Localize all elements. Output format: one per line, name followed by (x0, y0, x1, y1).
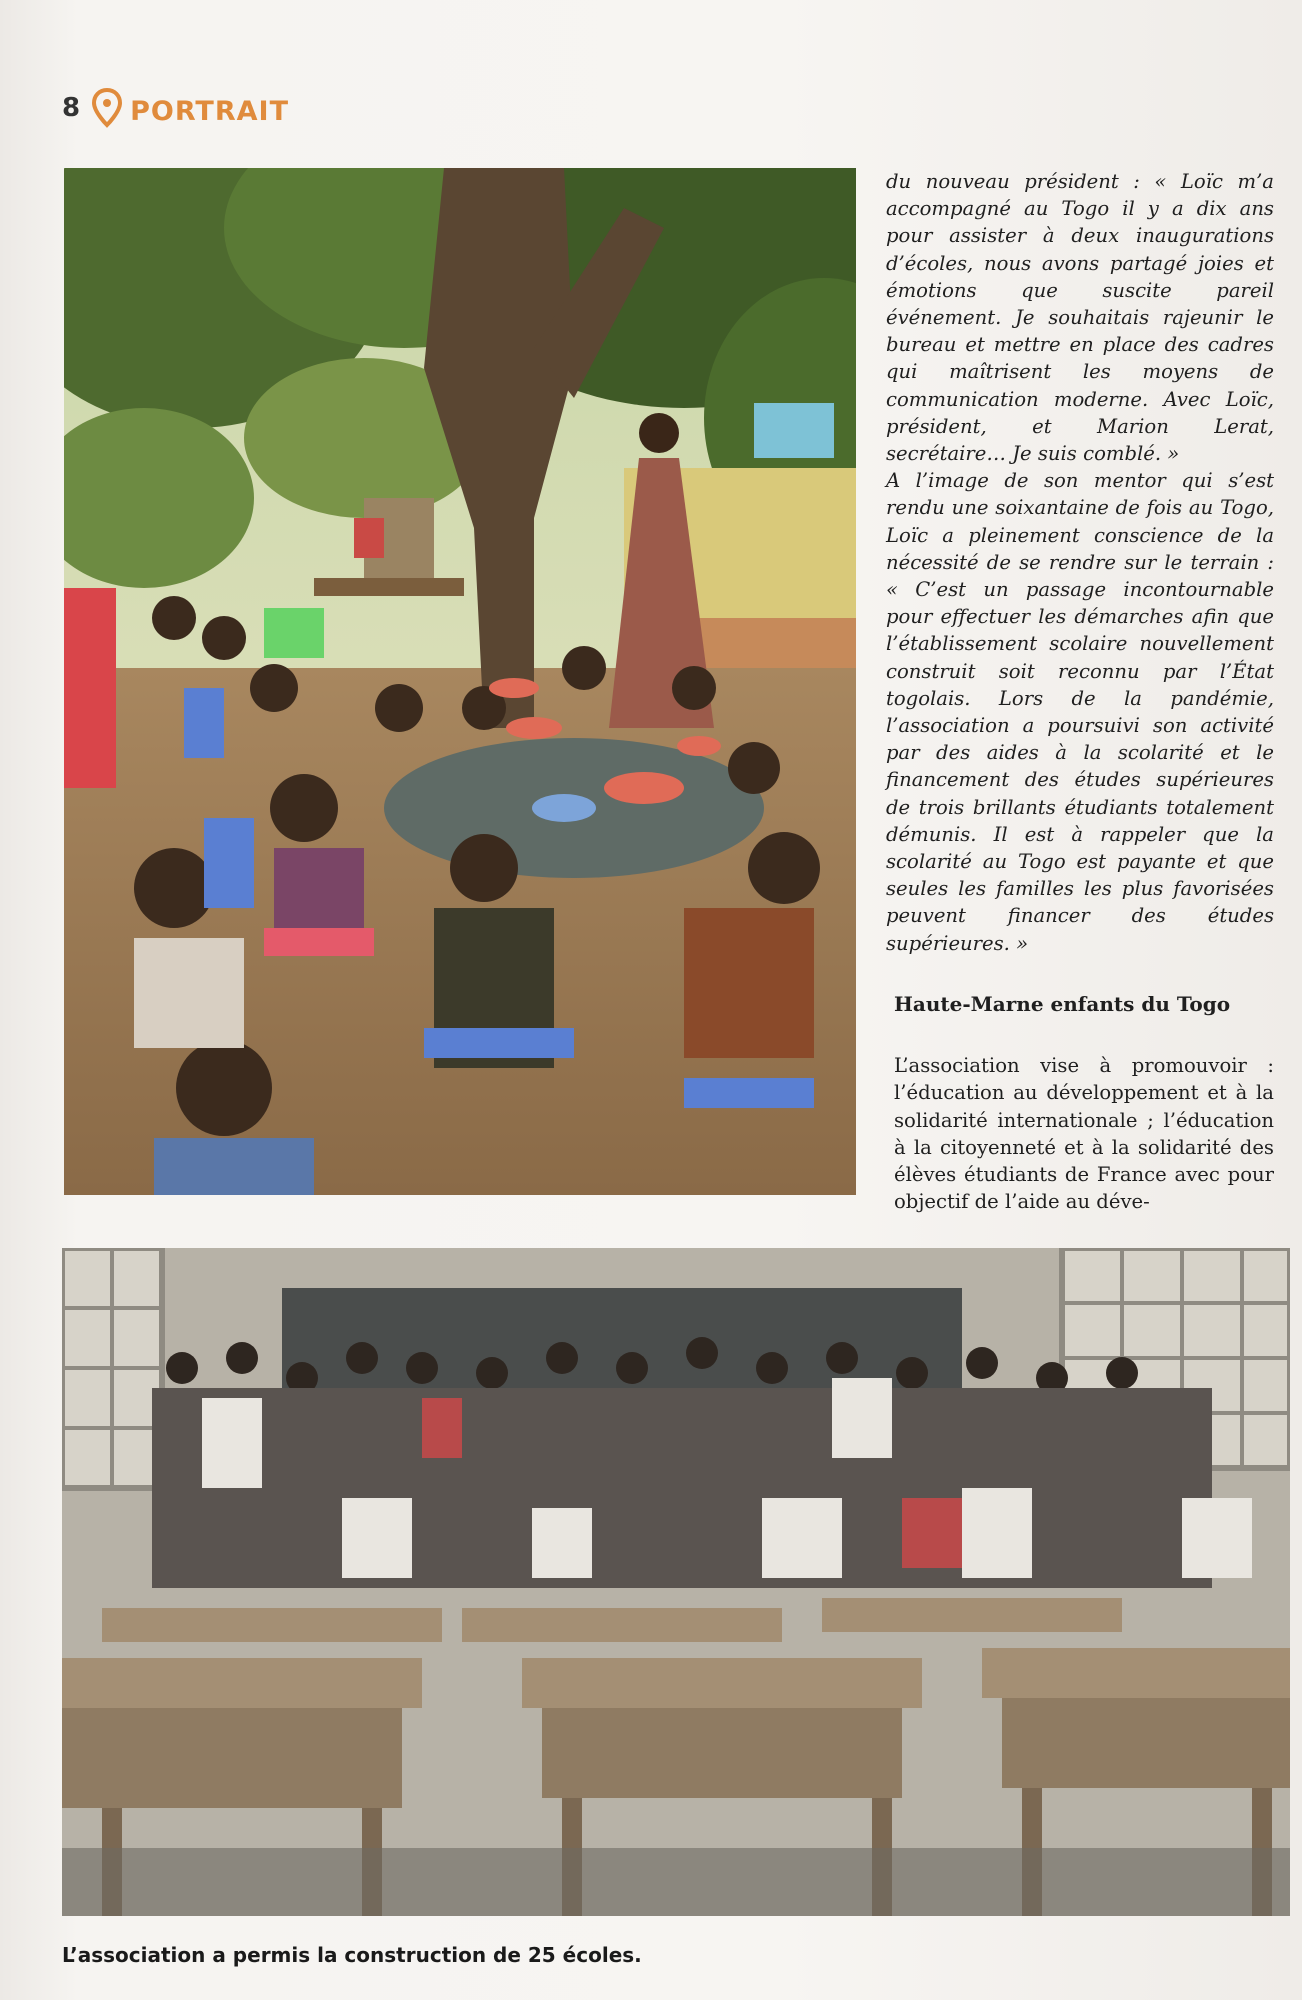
photo-children-eating-under-tree-icon (64, 168, 856, 1195)
article-paragraph-association: L’association vise à promouvoir : l’éducation au développement et à la solidarité internationale ; l’éducation à la citoyenneté et à la solidarité des élèves étudiants de France avec pour objectif de l’aide au déve- (894, 1054, 1274, 1214)
page-header (62, 88, 289, 128)
location-pin-icon (92, 88, 122, 128)
photo-classroom (62, 1248, 1290, 1916)
photo-children-meal (64, 168, 856, 1195)
article-subheading: Haute-Marne enfants du Togo (894, 991, 1231, 1016)
section-title: PORTRAIT (130, 95, 289, 127)
photo-classroom-students-at-desks-icon (62, 1248, 1290, 1916)
article-paragraph-mentor: A l’image de son mentor qui s’est rendu une soixantaine de fois au Togo, Loïc a pleinement conscience de la nécessité de se rendre sur le terrain : « C’est un passage incontournable pour effectuer les démarches afin que l’établissement scolaire nouvellement construit soit reconnu par l’État togolais. Lors de la pandémie, l’association a poursuivi son activité par des aides à la scolarité et le financement des études supérieures de trois brillants étudiants totalement démunis. Il est à rappeler que la scolarité au Togo est payante et que seules les familles les plus favorisées peuvent financer des études supérieures. » (886, 469, 1274, 955)
page-number: 8 (62, 93, 81, 123)
photo-caption: L’association a permis la construction de 25 écoles. (62, 1943, 642, 1967)
article-paragraph-quote: du nouveau président : « Loïc m’a accompagné au Togo il y a dix ans pour assister à deux inaugurations d’écoles, nous avons partagé joies et émotions que suscite pareil événement. Je souhaitais rajeunir le bureau et mettre en place des cadres qui maîtrisent les moyens de communication moderne. Avec Loïc, président, et Marion Lerat, secrétaire… Je suis comblé. » (886, 170, 1274, 466)
article-column (886, 168, 1274, 1215)
